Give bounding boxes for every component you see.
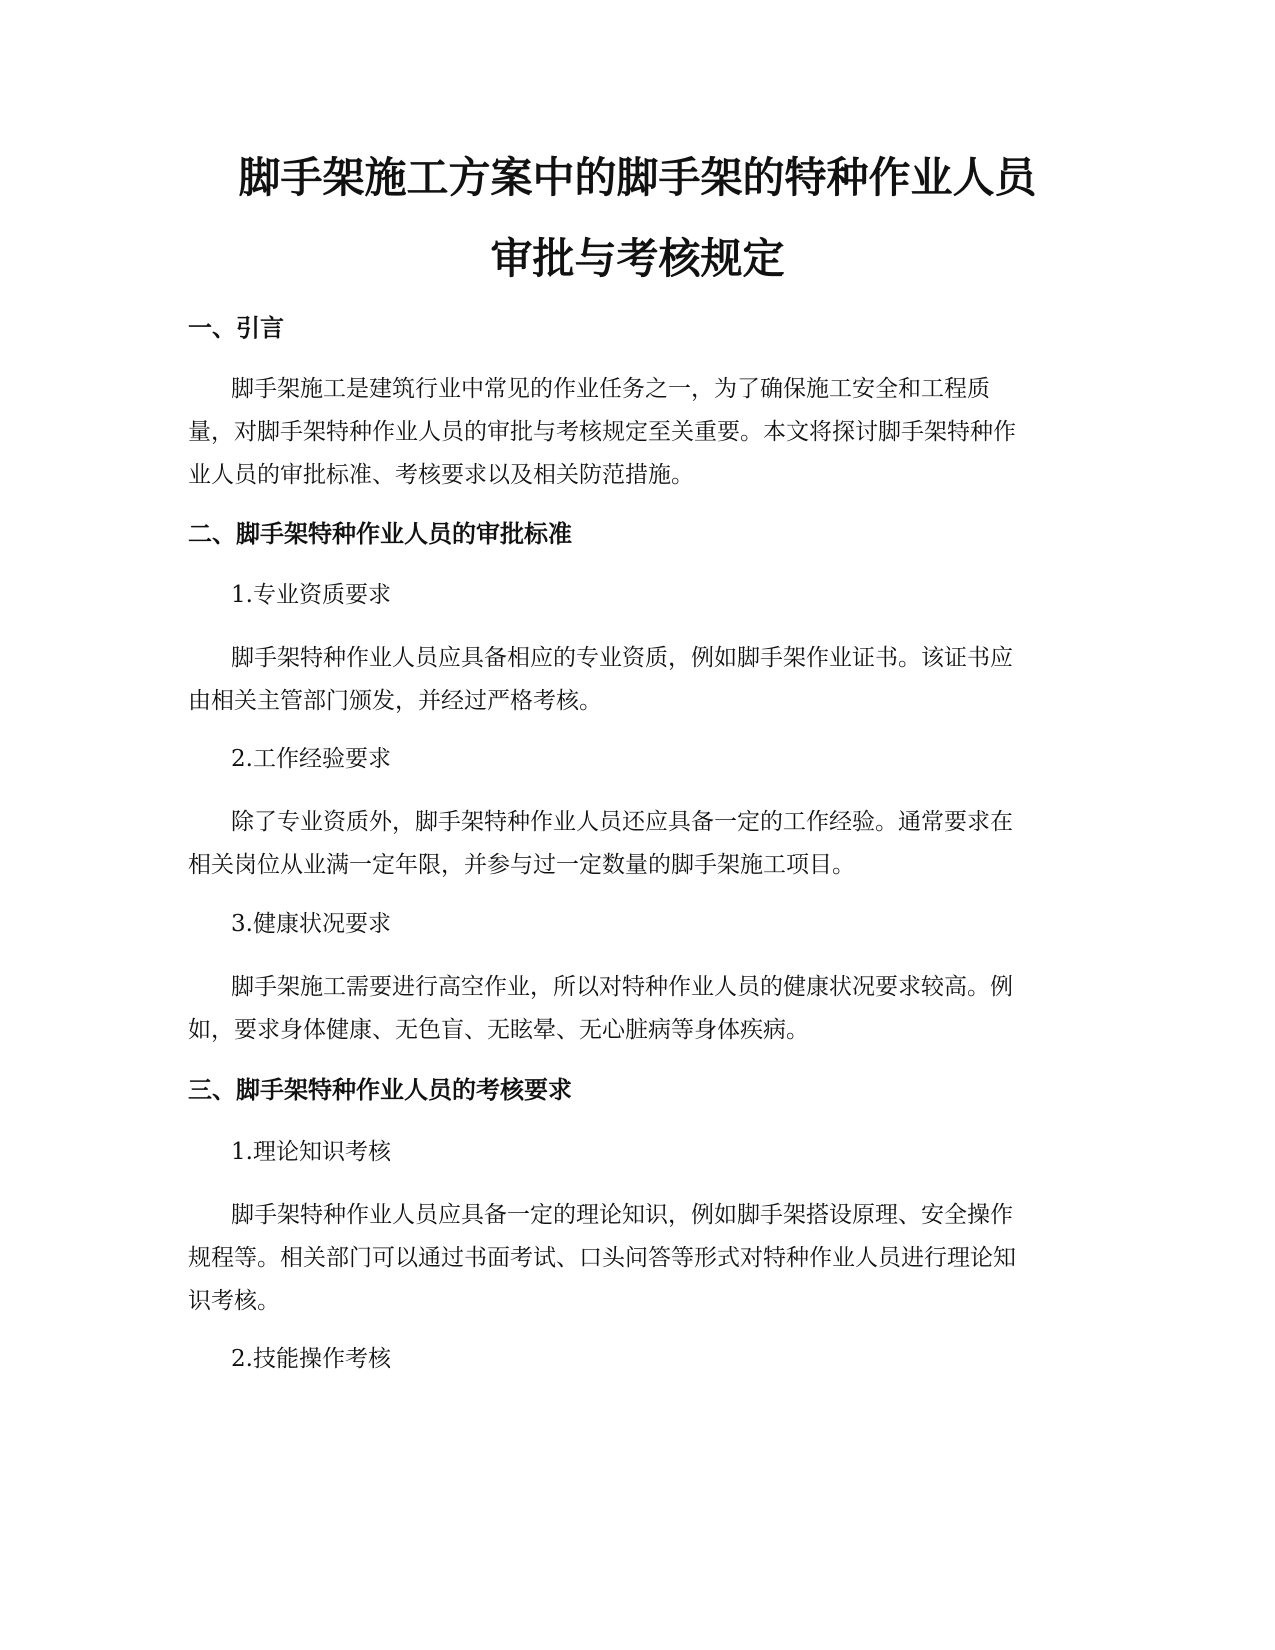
paragraph-line: 脚手架施工是建筑行业中常见的作业任务之一，为了确保施工安全和工程质	[231, 376, 990, 402]
subheading-theory-assessment: 1.理论知识考核	[231, 1139, 391, 1165]
paragraph-line: 脚手架施工需要进行高空作业，所以对特种作业人员的健康状况要求较高。例	[231, 974, 1013, 1000]
paragraph-line: 规程等。相关部门可以通过书面考试、口头问答等形式对特种作业人员进行理论知	[188, 1245, 1016, 1271]
qualification-paragraph	[188, 637, 1088, 723]
subheading-skill-assessment: 2.技能操作考核	[231, 1346, 391, 1372]
subheading-work-experience: 2.工作经验要求	[231, 746, 391, 772]
paragraph-line: 识考核。	[188, 1288, 280, 1314]
paragraph-line: 量，对脚手架特种作业人员的审批与考核规定至关重要。本文将探讨脚手架特种作	[188, 419, 1016, 445]
section-heading-introduction: 一、引言	[188, 314, 284, 342]
document-title-line-1: 脚手架施工方案中的脚手架的特种作业人员	[238, 153, 1037, 202]
section-heading-assessment-requirements: 三、脚手架特种作业人员的考核要求	[188, 1076, 572, 1104]
paragraph-line: 除了专业资质外，脚手架特种作业人员还应具备一定的工作经验。通常要求在	[231, 809, 1013, 835]
paragraph-line: 脚手架特种作业人员应具备一定的理论知识，例如脚手架搭设原理、安全操作	[231, 1202, 1013, 1228]
paragraph-line: 由相关主管部门颁发，并经过严格考核。	[188, 688, 602, 714]
section-heading-approval-standards: 二、脚手架特种作业人员的审批标准	[188, 520, 572, 548]
paragraph-line: 业人员的审批标准、考核要求以及相关防范措施。	[188, 462, 694, 488]
introduction-paragraph	[188, 368, 1088, 497]
document-title-line-2: 审批与考核规定	[490, 234, 785, 283]
subheading-qualification: 1.专业资质要求	[231, 582, 391, 608]
paragraph-line: 相关岗位从业满一定年限，并参与过一定数量的脚手架施工项目。	[188, 852, 855, 878]
paragraph-line: 脚手架特种作业人员应具备相应的专业资质，例如脚手架作业证书。该证书应	[231, 645, 1013, 671]
work-experience-paragraph	[188, 801, 1088, 887]
theory-assessment-paragraph	[188, 1194, 1088, 1323]
paragraph-line: 如，要求身体健康、无色盲、无眩晕、无心脏病等身体疾病。	[188, 1017, 809, 1043]
subheading-health-condition: 3.健康状况要求	[231, 911, 391, 937]
health-condition-paragraph	[188, 966, 1088, 1052]
